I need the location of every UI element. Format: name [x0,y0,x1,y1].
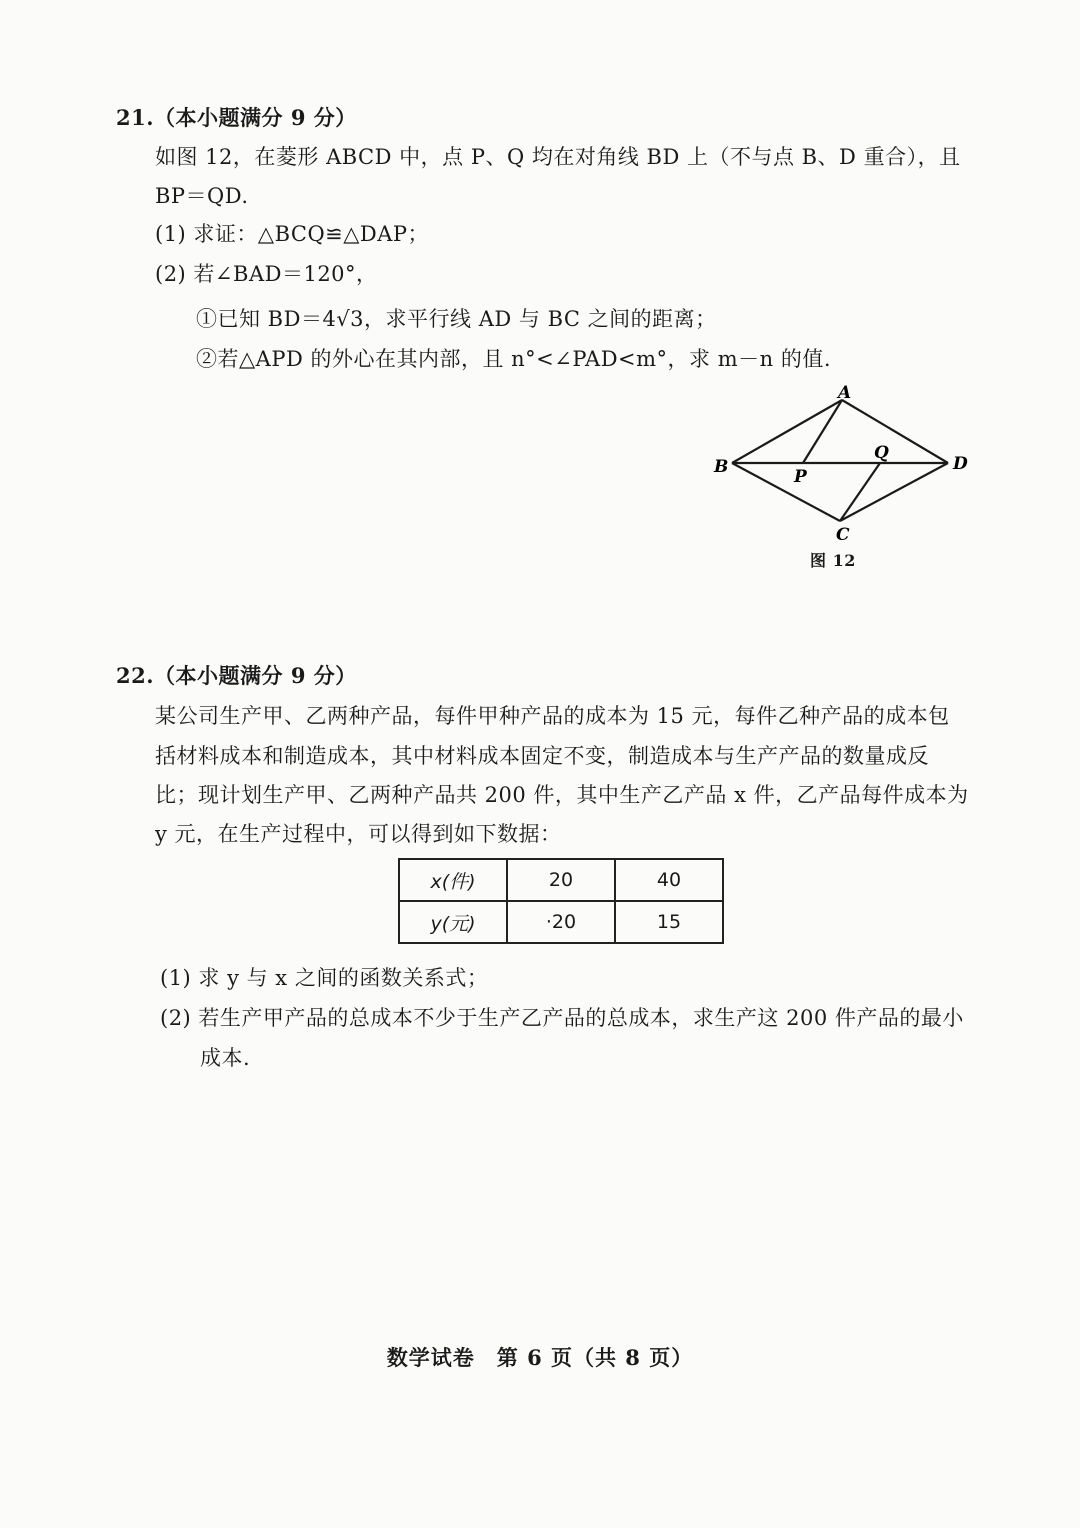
q21-part2: (2) 若∠BAD＝120°， [155,262,378,286]
q21-header: 21.（本小题满分 9 分） [116,105,357,130]
label-q: Q [874,443,889,463]
side-ab [732,400,842,463]
table-row [399,859,723,901]
q22-stem-line2: 括材料成本和制造成本，其中材料成本固定不变，制造成本与生产产品的数量成反 [155,744,929,768]
label-a: A [838,383,852,403]
side-ad [842,400,948,463]
table-row [399,901,723,943]
q22-header: 22.（本小题满分 9 分） [116,663,357,688]
label-c: C [836,525,850,545]
figure-caption: 图 12 [810,551,856,570]
side-cd [840,463,948,521]
table-row-header: y(元) [399,901,507,943]
q22-part2-line1: (2) 若生产甲产品的总成本不少于生产乙产品的总成本，求生产这 200 件产品的最小 [160,1006,964,1030]
q21-stem-line1: 如图 12，在菱形 ABCD 中，点 P、Q 均在对角线 BD 上（不与点 B、D 重合），且 [155,145,961,169]
page-footer: 数学试卷 第 6 页（共 8 页） [386,1345,694,1370]
table-cell: 20 [507,859,615,901]
q22-stem-line1: 某公司生产甲、乙两种产品，每件甲种产品的成本为 15 元，每件乙种产品的成本包 [155,704,950,728]
q21-sub1: ①已知 BD＝4√3，求平行线 AD 与 BC 之间的距离； [196,307,717,331]
data-table [398,858,724,944]
table-cell: 15 [615,901,723,943]
q22-stem-line4: y 元，在生产过程中，可以得到如下数据： [155,822,562,846]
side-bc [732,463,840,521]
q21-stem-line2: BP＝QD. [155,184,249,208]
segment-cq [840,463,880,521]
table-row-header: x(件) [399,859,507,901]
segment-ap [803,400,842,463]
label-d: D [953,454,968,474]
q21-part1: (1) 求证：△BCQ≌△DAP； [155,222,430,246]
q22-part2-line2: 成本. [200,1046,251,1070]
table-cell: ·20 [507,901,615,943]
q22-part1: (1) 求 y 与 x 之间的函数关系式； [160,966,489,990]
q22-stem-line3: 比；现计划生产甲、乙两种产品共 200 件，其中生产乙产品 x 件，乙产品每件成本为 [155,783,969,807]
q21-sub2: ②若△APD 的外心在其内部，且 n°<∠PAD<m°，求 m－n 的值. [196,347,832,371]
label-p: P [794,467,807,487]
label-b: B [714,457,729,477]
table-cell: 40 [615,859,723,901]
